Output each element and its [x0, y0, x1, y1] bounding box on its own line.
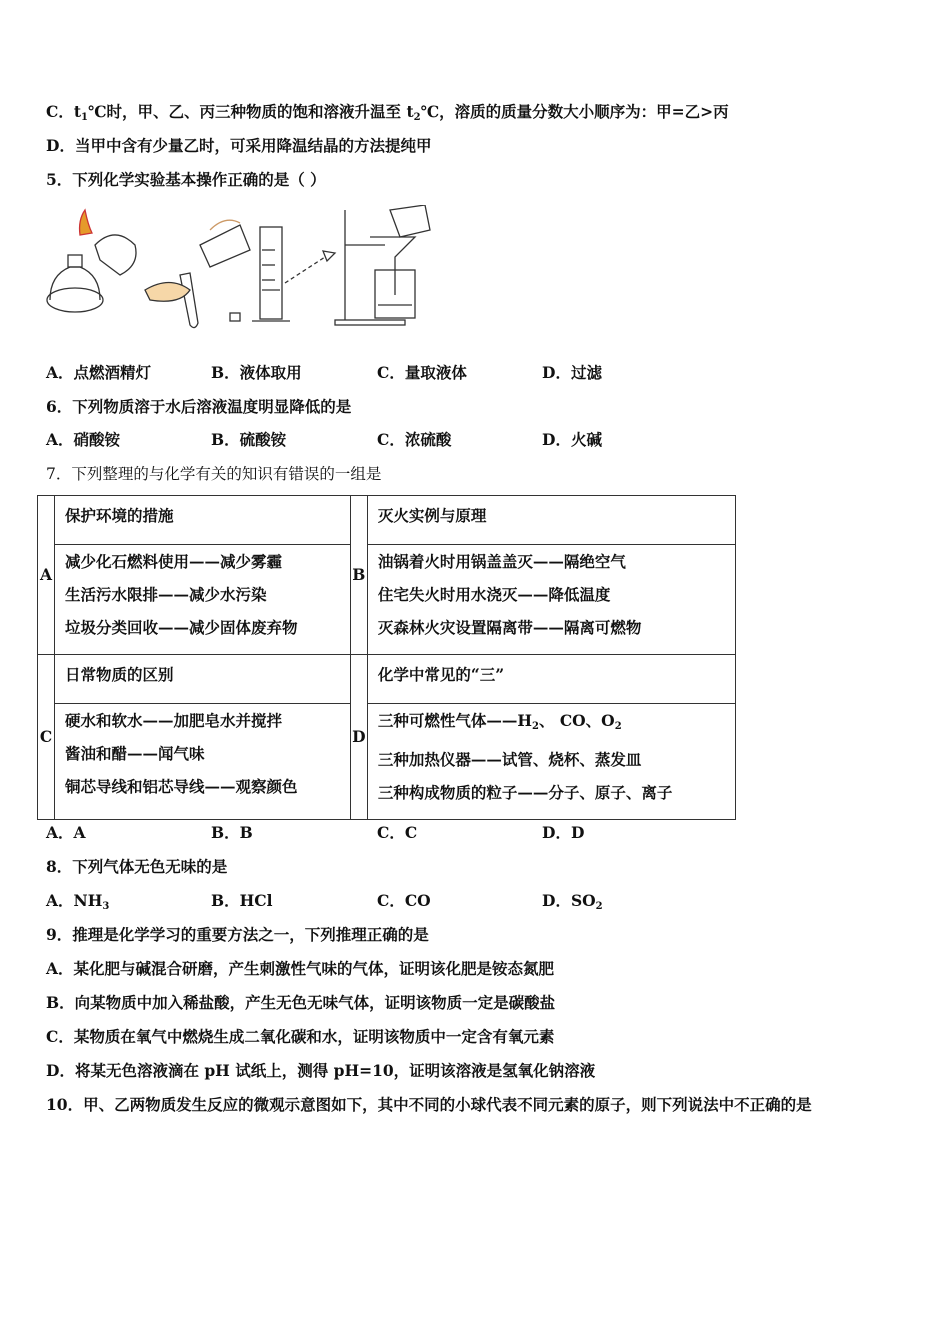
q5-option-b[interactable]: B．液体取用 — [211, 363, 302, 382]
q6-option-c[interactable]: C．浓硫酸 — [377, 430, 452, 449]
q5-option-a[interactable]: A．点燃酒精灯 — [46, 363, 152, 382]
lab-operation-figures — [40, 205, 440, 330]
q8-option-d[interactable]: D．$SO_2$ — [542, 891, 603, 912]
q8-option-b[interactable]: B．HCl — [211, 891, 273, 910]
cell-body-b: 油锅着火时用锅盖盖灭——隔绝空气 住宅失火时用水浇灭——降低温度 灭森林火灾设置隔离带——隔离可燃物 — [367, 545, 735, 655]
q9-stem: 9．推理是化学学习的重要方法之一，下列推理正确的是 — [46, 925, 429, 944]
q7-option-d[interactable]: D．D — [542, 823, 585, 842]
q7-option-b[interactable]: B．B — [211, 823, 253, 842]
q6-option-a[interactable]: A．硝酸铵 — [46, 430, 121, 449]
q5-stem: 5．下列化学实验基本操作正确的是（ ） — [46, 170, 326, 189]
cell-title-d: 化学中常见的“三” — [367, 654, 735, 703]
q7-stem: 7．下列整理的与化学有关的知识有错误的一组是 — [46, 465, 382, 483]
filtration-figure — [335, 205, 430, 325]
q7-knowledge-table — [37, 495, 736, 820]
q7-option-c[interactable]: C．C — [377, 823, 418, 842]
cell-letter-a: A — [38, 496, 55, 655]
alcohol-lamp-figure — [47, 210, 136, 312]
q10-stem: 10．甲、乙两物质发生反应的微观示意图如下，其中不同的小球代表不同元素的原子，则下列说法中不正确的是 — [46, 1095, 812, 1114]
cell-letter-b: B — [350, 496, 367, 655]
q9-option-b[interactable]: B．向某物质中加入稀盐酸，产生无色无味气体，证明该物质一定是碳酸盐 — [46, 993, 556, 1012]
q8-stem: 8．下列气体无色无味的是 — [46, 857, 228, 876]
cell-letter-c: C — [38, 654, 55, 819]
q6-stem: 6．下列物质溶于水后溶液温度明显降低的是 — [46, 397, 352, 416]
cell-letter-d: D — [350, 654, 367, 819]
q6-option-b[interactable]: B．硫酸铵 — [211, 430, 287, 449]
cell-body-a: 减少化石燃料使用——减少雾霾 生活污水限排——减少水污染 垃圾分类回收——减少固体废弃物 — [55, 545, 351, 655]
cell-title-b: 灭火实例与原理 — [367, 496, 735, 545]
q4-option-c: C．$t_1℃$时，甲、乙、丙三种物质的饱和溶液升温至 $t_2℃$，溶质的质量分数大小顺序为：甲=乙>丙 — [46, 102, 729, 123]
q5-option-c[interactable]: C．量取液体 — [377, 363, 467, 382]
q6-option-d[interactable]: D．火碱 — [542, 430, 602, 449]
q5-option-d[interactable]: D．过滤 — [542, 363, 602, 382]
q8-option-a[interactable]: A．$NH_3$ — [46, 891, 110, 912]
q9-option-a[interactable]: A．某化肥与碱混合研磨，产生刺激性气味的气体，证明该化肥是铵态氮肥 — [46, 959, 555, 978]
q7-option-a[interactable]: A．A — [46, 823, 86, 842]
q4-option-d: D．当甲中含有少量乙时，可采用降温结晶的方法提纯甲 — [46, 136, 432, 155]
pouring-liquid-figure — [145, 220, 250, 327]
cell-title-a: 保护环境的措施 — [55, 496, 351, 545]
cell-body-d: 三种可燃性气体$——H_2$、 CO、$O_2$ 三种加热仪器——试管、烧杯、蒸发皿 三种构成物质的粒子——分子、原子、离子 — [367, 703, 735, 819]
cell-body-c: 硬水和软水——加肥皂水并搅拌 酱油和醋——闻气味 铜芯导线和铝芯导线——观察颜色 — [55, 703, 351, 819]
cell-title-c: 日常物质的区别 — [55, 654, 351, 703]
q9-option-d[interactable]: D．将某无色溶液滴在 pH 试纸上，测得 pH=10，证明该溶液是氢氧化钠溶液 — [46, 1061, 596, 1080]
q8-option-c[interactable]: C．CO — [377, 891, 431, 910]
q9-option-c[interactable]: C．某物质在氧气中燃烧生成二氧化碳和水，证明该物质中一定含有氧元素 — [46, 1027, 555, 1046]
